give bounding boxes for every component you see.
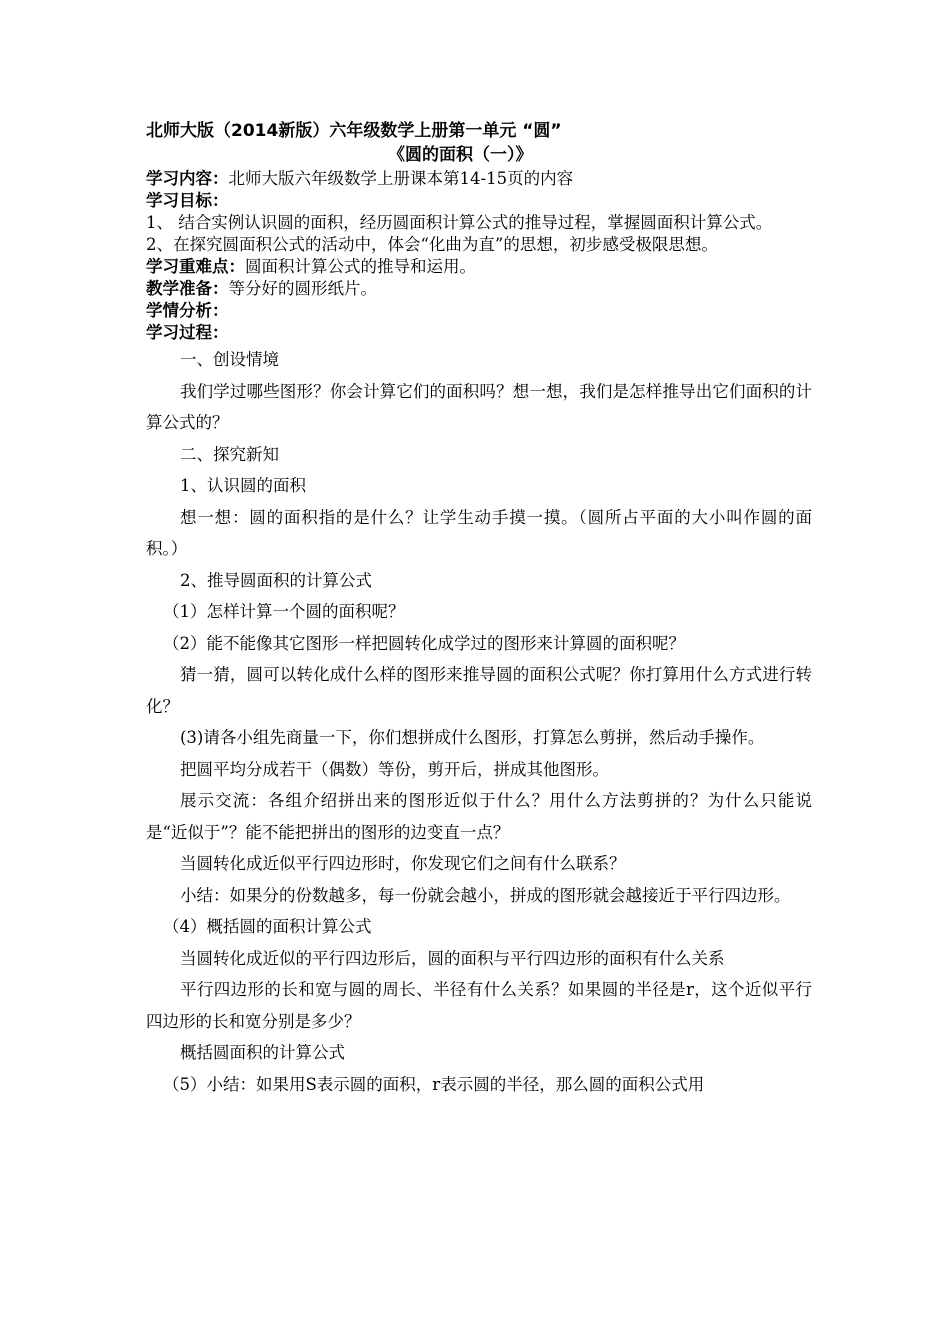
process-paragraph: 当圆转化成近似平行四边形时，你发现它们之间有什么联系？ <box>180 854 626 873</box>
analysis-label: 学情分析： <box>146 301 229 320</box>
prep-label: 教学准备： <box>146 279 229 298</box>
process-body <box>146 344 812 1100</box>
analysis-line <box>146 300 812 322</box>
process-paragraph: 平行四边形的长和宽与圆的周长、半径有什么关系？如果圆的半径是r，这个近似平行四边形的长和宽分别是多少？ <box>146 980 812 1031</box>
goals-line <box>146 190 812 212</box>
process-paragraph: 概括圆面积的计算公式 <box>180 1043 345 1062</box>
prep-line <box>146 278 812 300</box>
process-paragraph: （2）能不能像其它图形一样把圆转化成学过的图形来计算圆的面积呢？ <box>163 633 685 653</box>
process-paragraph: 一、创设情境 <box>180 350 279 369</box>
process-paragraph: 想一想：圆的面积指的是什么？让学生动手摸一摸。（圆所占平面的大小叫作圆的面积。） <box>146 507 812 558</box>
content-label: 学习内容： <box>146 169 229 188</box>
process-label: 学习过程： <box>146 323 229 342</box>
process-paragraph: 小结：如果分的份数越多，每一份就会越小，拼成的图形就会越接近于平行四边形。 <box>180 885 791 905</box>
process-paragraph: (3)请各小组先商量一下，你们想拼成什么图形，打算怎么剪拼，然后动手操作。 <box>180 728 765 747</box>
process-paragraph: 把圆平均分成若干（偶数）等份，剪开后，拼成其他图形。 <box>180 759 609 779</box>
lesson-title: 《圆的面积（一）》 <box>388 145 533 165</box>
prep-text: 等分好的圆形纸片。 <box>228 279 377 298</box>
process-paragraph: 当圆转化成近似的平行四边形后，圆的面积与平行四边形的面积有什么关系 <box>180 948 725 968</box>
keypoint-label: 学习重难点： <box>146 257 245 276</box>
process-paragraph: （5）小结：如果用S表示圆的面积，r表示圆的半径，那么圆的面积公式用 <box>163 1074 705 1094</box>
process-paragraph: 二、探究新知 <box>180 444 279 464</box>
goal-1: 1、 结合实例认识圆的面积，经历圆面积计算公式的推导过程，掌握圆面积计算公式。 <box>146 213 773 232</box>
process-paragraph: 2、推导圆面积的计算公式 <box>180 570 372 590</box>
process-paragraph: 猜一猜，圆可以转化成什么样的图形来推导圆的面积公式呢？你打算用什么方式进行转化？ <box>146 665 812 716</box>
process-paragraph: （1）怎样计算一个圆的面积呢？ <box>163 602 405 621</box>
content-text: 北师大版六年级数学上册课本第14-15页的内容 <box>228 169 574 188</box>
content-line <box>146 168 812 190</box>
process-paragraph: （4）概括圆的面积计算公式 <box>163 917 372 936</box>
goals-label: 学习目标： <box>146 191 229 210</box>
process-paragraph: 我们学过哪些图形？你会计算它们的面积吗？想一想，我们是怎样推导出它们面积的计算公式的？ <box>146 381 812 432</box>
process-paragraph: 展示交流：各组介绍拼出来的图形近似于什么？用什么方法剪拼的？为什么只能说是“近似于”？能不能把拼出的图形的边变直一点？ <box>146 791 812 842</box>
process-line <box>146 322 812 344</box>
keypoint-line <box>146 256 812 278</box>
goal-2: 2、在探究圆面积公式的活动中，体会“化曲为直”的思想，初步感受极限思想。 <box>146 235 718 254</box>
process-paragraph: 1、认识圆的面积 <box>180 476 306 495</box>
document-page <box>146 120 812 1100</box>
keypoint-text: 圆面积计算公式的推导和运用。 <box>245 257 476 276</box>
document-title: 北师大版（2014新版）六年级数学上册第一单元 “圆” <box>146 121 562 141</box>
